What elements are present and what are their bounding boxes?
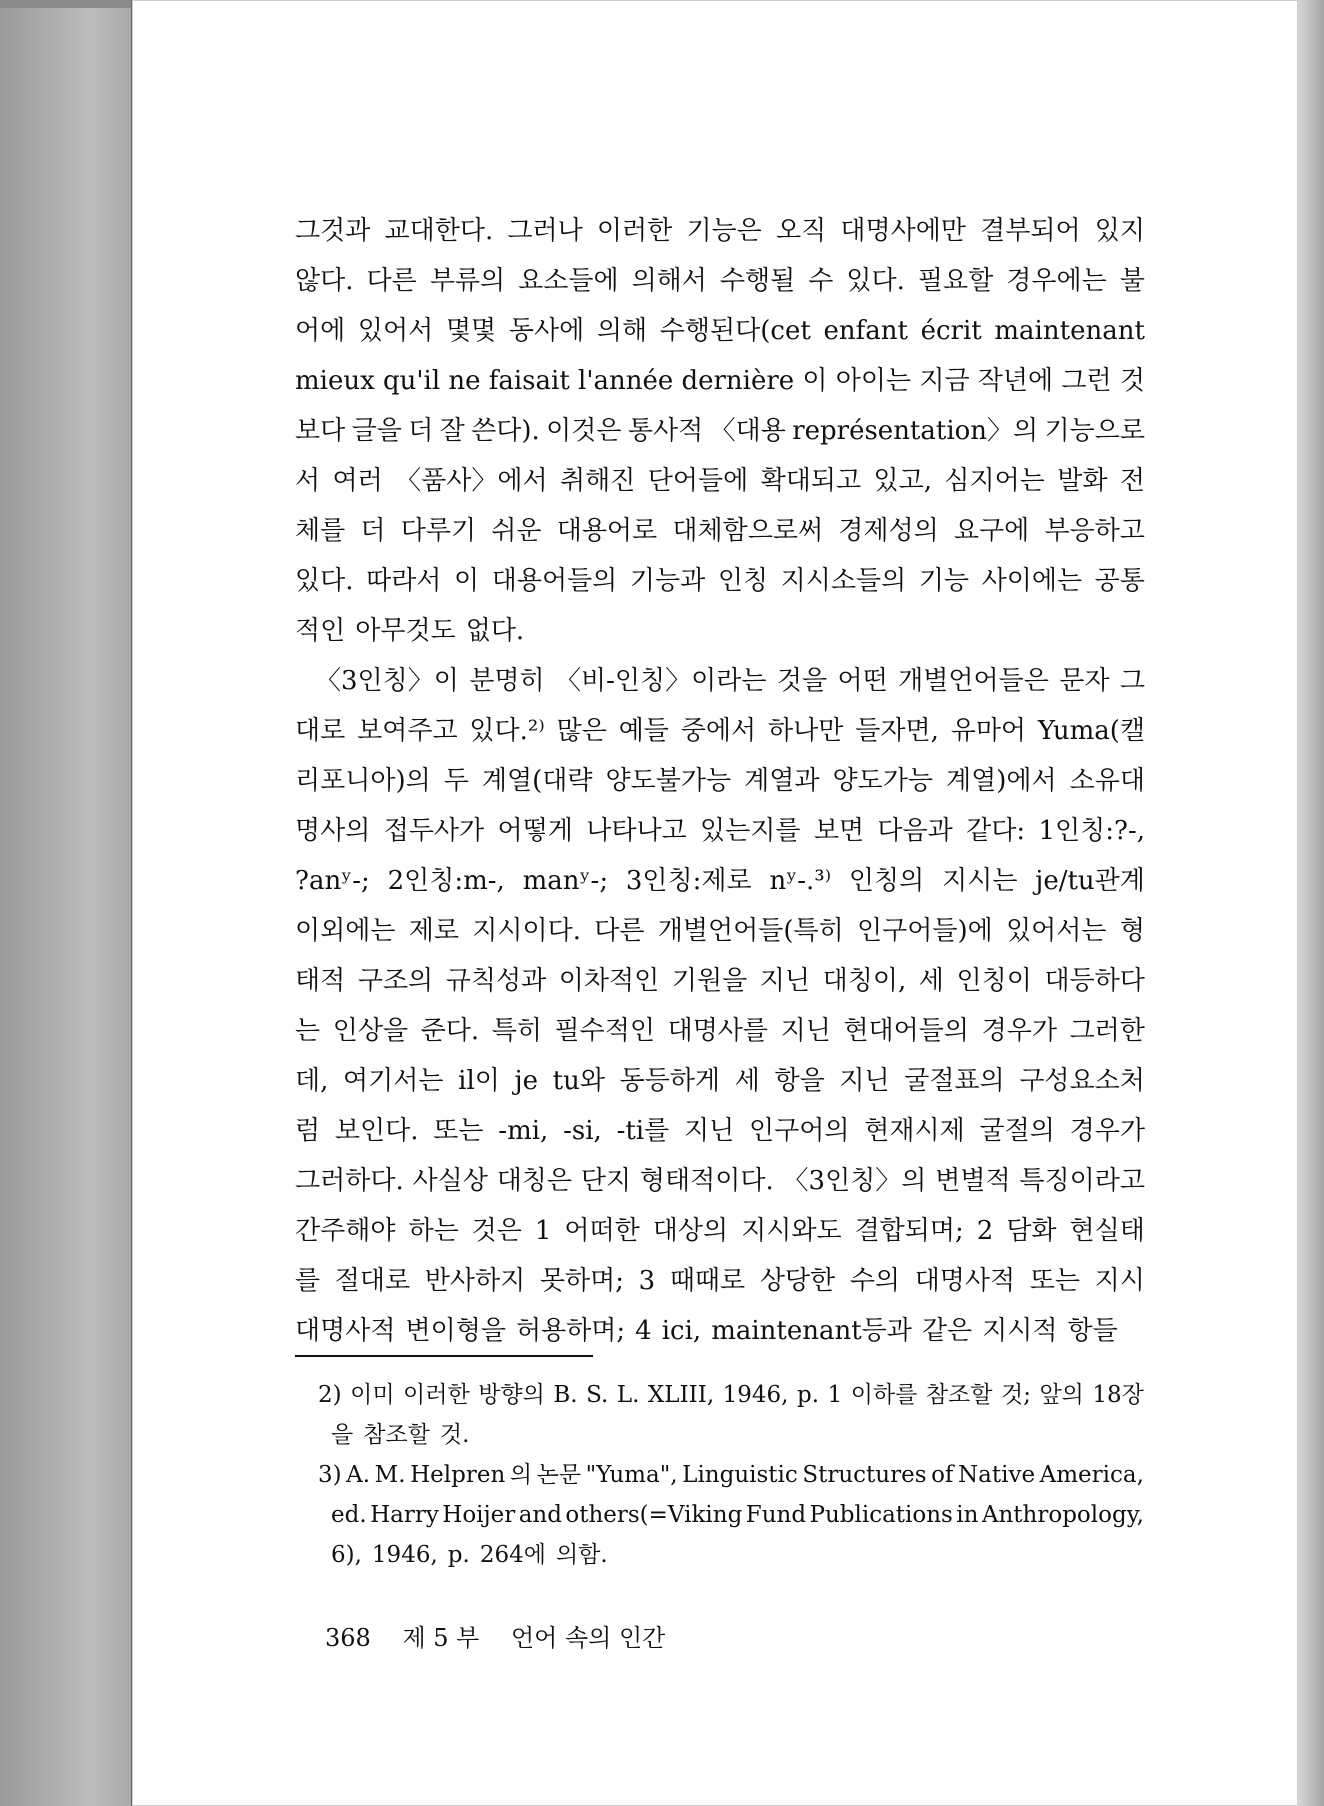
text-line: 태적 구조의 규칙성과 이차적인 기원을 지닌 대칭이, 세 인칭이 대등하다: [295, 966, 1145, 996]
text-line: 대명사적 변이형을 허용하며; 4 ici, maintenant등과 같은 지시적 항들: [295, 1316, 1118, 1346]
text-line: mieux qu'il ne faisait l'année dernière 이 아이는 지금 작년에 그런 것: [295, 366, 1145, 396]
text-line: 서 여러 〈품사〉에서 취해진 단어들에 확대되고 있고, 심지어는 발화 전: [295, 466, 1145, 496]
text-line: 적인 아무것도 없다.: [295, 616, 525, 646]
book-top-edge: [0, 0, 131, 8]
running-footer: [325, 1618, 689, 1653]
page-number: 368: [325, 1624, 371, 1652]
text-line: 2) 이미 이러한 방향의 B. S. L. XLIII, 1946, p. 1 이하를 참조할 것; 앞의 18장: [318, 1382, 1144, 1408]
footnote-2: [318, 1375, 1144, 1455]
text-line: 어에 있어서 몇몇 동사에 의해 수행된다(cet enfant écrit maintenant: [295, 316, 1145, 346]
body-text: [295, 206, 1145, 1356]
text-line: 이외에는 제로 지시이다. 다른 개별언어들(특히 인구어들)에 있어서는 형: [295, 916, 1145, 946]
text-line: 명사의 접두사가 어떻게 나타나고 있는지를 보면 다음과 같다: 1인칭:?-,: [295, 816, 1145, 846]
text-line: 있다. 따라서 이 대용어들의 기능과 인칭 지시소들의 기능 사이에는 공통: [295, 566, 1145, 596]
text-line: 〈3인칭〉이 분명히 〈비-인칭〉이라는 것을 어떤 개별언어들은 문자 그: [315, 666, 1145, 696]
text-line: 데, 여기서는 il이 je tu와 동등하게 세 항을 지닌 굴절표의 구성요소처: [295, 1066, 1145, 1096]
footnotes: [318, 1375, 1144, 1575]
text-line: 않다. 다른 부류의 요소들에 의해서 수행될 수 있다. 필요할 경우에는 불: [295, 266, 1145, 296]
text-line: 리포니아)의 두 계열(대략 양도불가능 계열과 양도가능 계열)에서 소유대: [295, 766, 1145, 796]
text-line: 럼 보인다. 또는 -mi, -si, -ti를 지닌 인구어의 현재시제 굴절의 경우가: [295, 1116, 1145, 1146]
footnote-divider: [295, 1355, 593, 1357]
text-line: 를 절대로 반사하지 못하며; 3 때때로 상당한 수의 대명사적 또는 지시: [295, 1266, 1145, 1296]
text-line: ?anʸ-; 2인칭:m-, manʸ-; 3인칭:제로 nʸ-.³⁾ 인칭의 지시는 je/tu관계: [295, 866, 1145, 896]
paragraph-2: [295, 656, 1145, 1356]
book-page-edges: [1298, 0, 1324, 1806]
text-line: 대로 보여주고 있다.²⁾ 많은 예들 중에서 하나만 들자면, 유마어 Yuma(캘: [295, 716, 1145, 746]
text-line: 는 인상을 준다. 특히 필수적인 대명사를 지닌 현대어들의 경우가 그러한: [295, 1016, 1145, 1046]
text-line: 보다 글을 더 잘 쓴다). 이것은 통사적 〈대용 représentation〉의 기능으로: [295, 416, 1145, 446]
text-line: 간주해야 하는 것은 1 어떠한 대상의 지시와도 결합되며; 2 담화 현실태: [295, 1216, 1145, 1246]
text-line: 체를 더 다루기 쉬운 대용어로 대체함으로써 경제성의 요구에 부응하고: [295, 516, 1145, 546]
text-line: 6), 1946, p. 264에 의함.: [331, 1542, 608, 1568]
part-label: 제 5 부: [402, 1624, 480, 1652]
part-title: 언어 속의 인간: [511, 1624, 666, 1652]
book-spine-edge: [0, 0, 132, 1806]
text-line: ed. Harry Hoijer and others(=Viking Fund Publications in Anthropology,: [331, 1502, 1144, 1528]
text-line: 그러하다. 사실상 대칭은 단지 형태적이다. 〈3인칭〉의 변별적 특징이라고: [295, 1166, 1145, 1196]
paragraph-1: [295, 206, 1145, 656]
text-line: 3) A. M. Helpren 의 논문 "Yuma", Linguistic Structures of Native America,: [318, 1462, 1144, 1488]
text-line: 그것과 교대한다. 그러나 이러한 기능은 오직 대명사에만 결부되어 있지: [295, 216, 1145, 246]
text-line: 을 참조할 것.: [331, 1422, 470, 1448]
footnote-3: [318, 1455, 1144, 1575]
